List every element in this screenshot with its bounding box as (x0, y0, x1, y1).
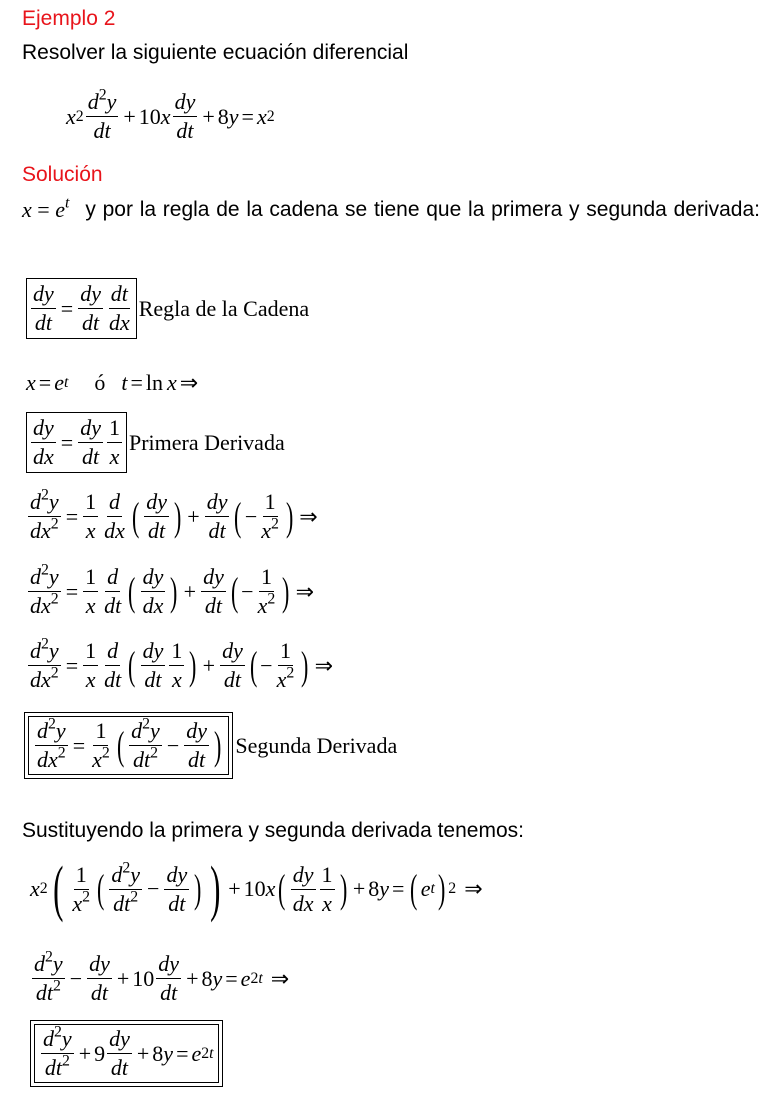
problem-statement: Resolver la siguiente ecuación diferencial (22, 41, 409, 64)
final-equation-box: $\frac{d^2y}{dt^2}$ + 9 $\frac{dy}{dt}$ + 8 y = e 2t (30, 1020, 223, 1087)
chain-rule-label: Regla de la Cadena (138, 295, 310, 321)
second-derivative-step-2: $\frac{d^2y}{dx^2}$ = $\frac{1}{x}$ $\frac{d}{dt}$ ( $\frac{dy}{dx}$ ) + $\frac{dy}{dt}$ ( − $\frac{1}{x^2}$ ) ⇒ (30, 561, 315, 618)
first-derivative-box: $\frac{dy}{dx}$ = $\frac{dy}{dt}$ $\frac{1}{x}$ (26, 412, 127, 473)
substitution-x-et: $x = e^t$ (22, 194, 70, 222)
solution-intro (22, 194, 760, 223)
solution-title: Solución (22, 163, 103, 186)
second-derivative-box: $\frac{d^2y}{dx^2}$ = $\frac{1}{x^2}$ ( $\frac{d^2y}{dt^2}$ − $\frac{dy}{dt}$ ) (24, 712, 233, 779)
or-word: ó (94, 370, 106, 395)
example-title: Ejemplo 2 (22, 7, 116, 30)
final-equation-row (30, 1020, 223, 1087)
first-derivative-label: Primera Derivada (128, 429, 285, 455)
solution-intro-text: y por la regla de la cadena se tiene que la primera y segunda derivada: (85, 198, 760, 221)
substituted-equation: x 2 ( $\frac{1}{x^2}$ ( $\frac{d^2y}{dt^2}$ − $\frac{dy}{dt}$ ) ) + 10 x ( $\frac{dy}{dx}$ $\frac{1}{x}$ ) + 8 y = ( e t ) 2 ⇒ (30, 855, 483, 923)
inverse-substitution: x = e t ó t = ln x ⇒ (26, 370, 199, 395)
substitution-text: Sustituyendo la primera y segunda derivada tenemos: (22, 819, 524, 842)
second-derivative-row (24, 712, 397, 779)
second-derivative-step-3: $\frac{d^2y}{dx^2}$ = $\frac{1}{x}$ $\frac{d}{dt}$ ( $\frac{dy}{dt}$ $\frac{1}{x}$ ) + $\frac{dy}{dt}$ ( − $\frac{1}{x^2}$ ) ⇒ (30, 635, 334, 692)
second-derivative-label: Segunda Derivada (235, 732, 398, 758)
chain-rule-box: $\frac{dy}{dt}$ = $\frac{dy}{dt}$ $\frac{dt}{dx}$ (26, 278, 137, 339)
simplified-equation: $\frac{d^2y}{dt^2}$ − $\frac{dy}{dt}$ + 10 $\frac{dy}{dt}$ + 8 y = e 2t ⇒ (34, 948, 290, 1005)
original-equation: x 2 $\frac{d^2y}{dt}$ + 10 x $\frac{dy}{dt}$ + 8 y = x 2 (66, 86, 275, 143)
chain-rule-row (26, 278, 309, 339)
second-derivative-step-1: $\frac{d^2y}{dx^2}$ = $\frac{1}{x}$ $\frac{d}{dx}$ ( $\frac{dy}{dt}$ ) + $\frac{dy}{dt}$ ( − $\frac{1}{x^2}$ ) ⇒ (30, 486, 318, 543)
first-derivative-row (26, 412, 285, 473)
